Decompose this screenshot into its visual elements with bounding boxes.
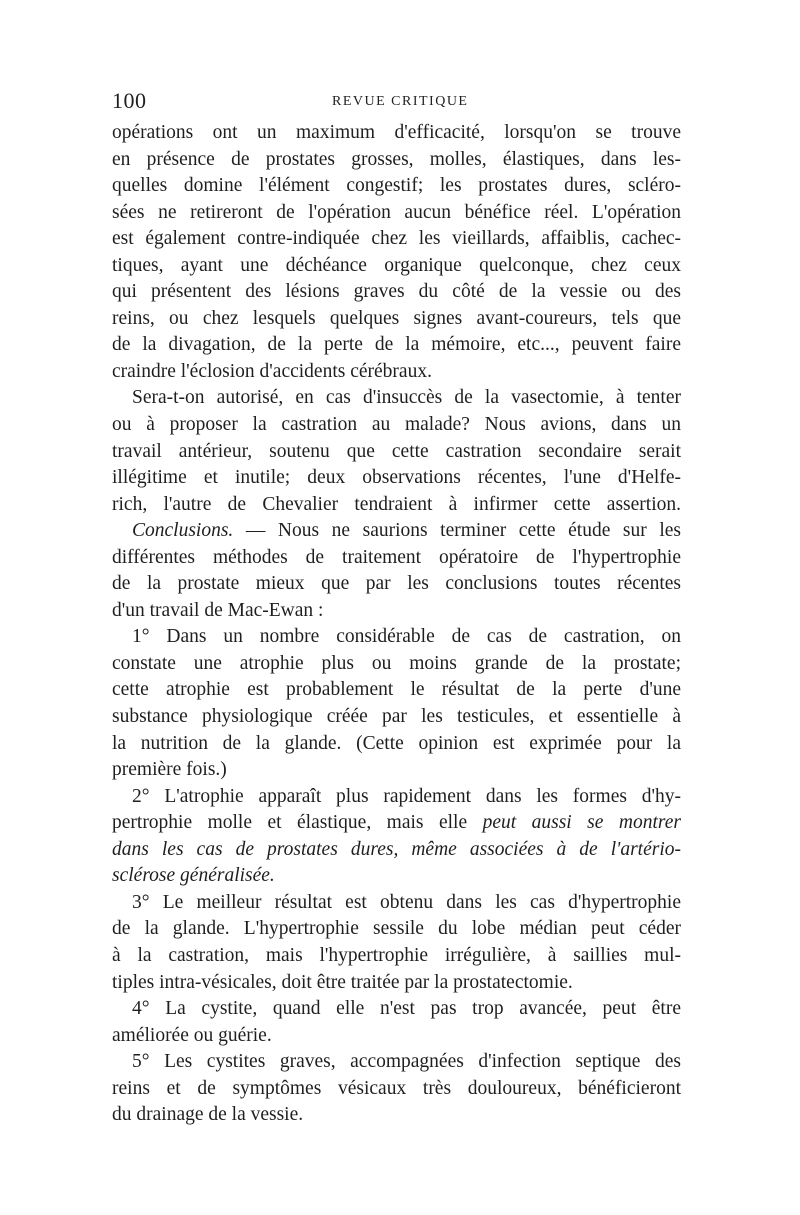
italic-line: sclérose généralisée. <box>112 865 275 887</box>
text-line: Sera-t-on autorisé, en cas d'insuccès de la vasectomie, à tenter <box>132 387 681 409</box>
italic-span: peut aussi se montrer <box>482 812 681 834</box>
text-line: différentes méthodes de traitement opératoire de l'hypertrophie <box>112 546 681 568</box>
text-line: illégitime et inutile; deux observations récentes, l'une d'Helfe- <box>112 467 681 489</box>
text-line: craindre l'éclosion d'accidents cérébraux. <box>112 360 432 382</box>
mixed-line <box>112 810 681 837</box>
text-line: travail antérieur, soutenu que cette castration secondaire serait <box>112 440 681 462</box>
text-line: la nutrition de la glande. (Cette opinion est exprimée pour la <box>112 732 681 754</box>
text-line: 5° Les cystites graves, accompagnées d'infection septique des <box>132 1051 681 1073</box>
text-line: ou à proposer la castration au malade? Nous avions, dans un <box>112 414 681 436</box>
text-line: sées ne retireront de l'opération aucun bénéfice réel. L'opération <box>112 201 681 223</box>
text-line: substance physiologique créée par les testicules, et essentielle à <box>112 706 681 728</box>
text-line: de la divagation, de la perte de la mémoire, etc..., peuvent faire <box>112 334 681 356</box>
conclusions-heading: Conclusions. <box>132 520 234 542</box>
text-line: cette atrophie est probablement le résultat de la perte d'une <box>112 679 681 701</box>
text-line: 2° L'atrophie apparaît plus rapidement dans les formes d'hy- <box>132 785 681 807</box>
text-line: constate une atrophie plus ou moins grande de la prostate; <box>112 652 681 674</box>
text-line: première fois.) <box>112 759 227 781</box>
text-line: tiples intra-vésicales, doit être traitée par la prostatectomie. <box>112 971 573 993</box>
text-line: de la glande. L'hypertrophie sessile du lobe médian peut céder <box>112 918 681 940</box>
text-span: pertrophie molle et élastique, mais elle <box>112 812 483 834</box>
text-line: reins et de symptômes vésicaux très douloureux, bénéficieront <box>112 1077 681 1099</box>
text-line: 3° Le meilleur résultat est obtenu dans les cas d'hypertrophie <box>132 891 681 913</box>
running-head: REVUE CRITIQUE <box>332 94 469 109</box>
text-line: reins, ou chez lesquels quelques signes avant-coureurs, tels que <box>112 307 681 329</box>
text-line: 4° La cystite, quand elle n'est pas trop avancée, peut être <box>132 998 681 1020</box>
text-line: quelles domine l'élément congestif; les prostates dures, scléro- <box>112 175 681 197</box>
text-line: en présence de prostates grosses, molles, élastiques, dans les- <box>112 148 681 170</box>
text-line: opérations ont un maximum d'efficacité, lorsqu'on se trouve <box>112 122 681 143</box>
text-line: tiques, ayant une déchéance organique quelconque, chez ceux <box>112 254 681 276</box>
text-line: rich, l'autre de Chevalier tendraient à infirmer cette assertion. <box>112 493 681 515</box>
text-span: — Nous ne saurions terminer cette étude sur les <box>233 520 681 542</box>
italic-line: dans les cas de prostates dures, même associées à de l'artério- <box>112 838 681 860</box>
text-line: 1° Dans un nombre considérable de cas de castration, on <box>132 626 681 648</box>
text-line: qui présentent des lésions graves du côté de la vessie ou des <box>112 281 681 303</box>
text-line: d'un travail de Mac-Ewan : <box>112 599 324 621</box>
text-line: du drainage de la vessie. <box>112 1104 304 1126</box>
text-line: améliorée ou guérie. <box>112 1024 272 1046</box>
page-number: 100 <box>112 88 147 113</box>
conclusions-line <box>112 518 681 545</box>
body-text <box>112 120 681 1129</box>
page-header <box>112 86 692 120</box>
text-line: à la castration, mais l'hypertrophie irrégulière, à saillies mul- <box>112 944 681 966</box>
text-line: de la prostate mieux que par les conclusions toutes récentes <box>112 573 681 595</box>
text-line: est également contre-indiquée chez les vieillards, affaiblis, cachec- <box>112 228 681 250</box>
